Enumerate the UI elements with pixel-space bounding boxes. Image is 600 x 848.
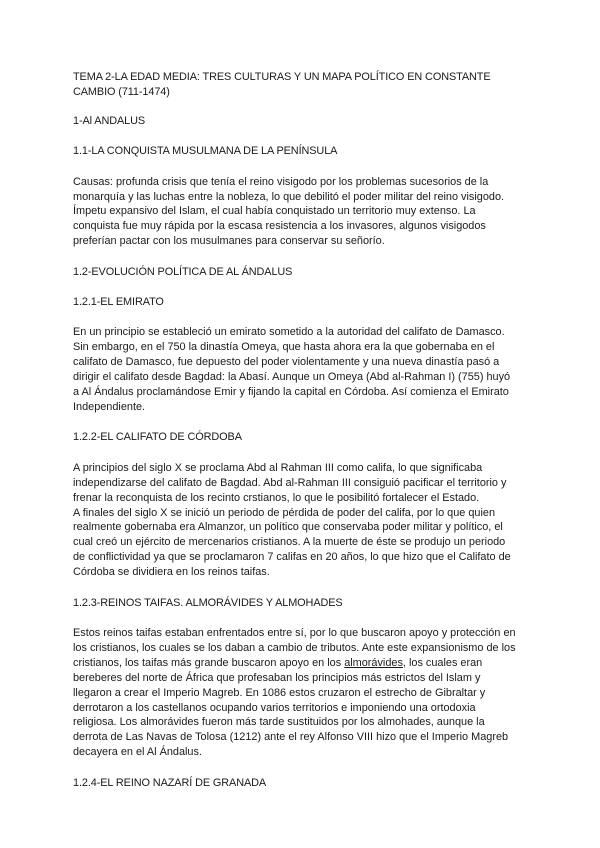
heading-conquista: 1.1-LA CONQUISTA MUSULMANA DE LA PENÍNSULA bbox=[73, 145, 338, 158]
underlined-term-almoravides: almorávides bbox=[344, 656, 403, 669]
text-line: dirigir el califato desde Bagdad: la Abasí. Aunque un Omeya (Abd al-Rahman I) (755) huyó bbox=[73, 371, 511, 384]
text-line: frenar la reconquista de los recinto crstianos, lo que le posibilitó fortalecer el Estado. bbox=[73, 491, 480, 504]
text-line: monarquía y las luchas entre la nobleza, lo que debilitó el poder militar del reino visigodo. bbox=[73, 190, 505, 203]
text-line: realmente gobernaba era Almanzor, un político que conservaba poder militar y político, el bbox=[73, 521, 503, 534]
heading-al-andalus: 1-Al ANDALUS bbox=[73, 114, 146, 127]
text-line: A principios del siglo X se proclama Abd al Rahman III como califa, lo que significaba bbox=[73, 461, 483, 474]
paragraph-causas bbox=[73, 175, 530, 250]
text-line: los cristianos, los cuales se los daban a cambio de tributos. Ante este expansionismo de los bbox=[73, 641, 516, 654]
text-line bbox=[73, 656, 530, 671]
text-line: a Al Ándalus proclamándose Emir y fijando la capital en Córdoba. Así comienza el Emirato bbox=[73, 386, 509, 399]
paragraph-taifas bbox=[73, 626, 530, 760]
text-line: Córdoba se dividiera en los reinos taifas. bbox=[73, 566, 270, 579]
heading-nazari: 1.2.4-EL REINO NAZARÍ DE GRANADA bbox=[73, 776, 267, 789]
text-line: En un principio se estableció un emirato sometido a la autoridad del califato de Damasco. bbox=[73, 326, 505, 339]
text-segment: , los cuales eran bbox=[402, 656, 483, 669]
text-line: derrotaron a los castellanos ocupando varios territorios e imponiendo una ortodoxia bbox=[73, 701, 476, 714]
text-line: de conflictividad ya que se proclamaron 7 califas en 20 años, lo que hizo que el Califato de bbox=[73, 551, 511, 564]
text-line: derrota de Las Navas de Tolosa (1212) ante el rey Alfonso VIII hizo que el Imperio Magreb bbox=[73, 731, 509, 744]
text-line: Independiente. bbox=[73, 401, 146, 413]
title-line-1: TEMA 2-LA EDAD MEDIA: TRES CULTURAS Y UN MAPA POLÍTICO EN CONSTANTE bbox=[73, 71, 491, 83]
text-line: Causas: profunda crisis que tenía el reino visigodo por los problemas sucesorios de la bbox=[73, 175, 489, 188]
text-line: Sin embargo, en el 750 la dinastía Omeya, que hasta ahora era la que gobernaba en el bbox=[73, 341, 495, 354]
heading-taifas: 1.2.3-REINOS TAIFAS. ALMORÁVIDES Y ALMOHADES bbox=[73, 596, 343, 609]
text-line: Estos reinos taifas estaban enfrentados entre sí, por lo que buscaron apoyo y protección en bbox=[73, 626, 516, 639]
text-line: conquista fue muy rápida por la escasa resistencia a los invasores, algunos visigodos bbox=[73, 220, 486, 233]
title-line-2: CAMBIO (711-1474) bbox=[73, 85, 170, 98]
text-line: llegaron a crear el Imperio Magreb. En 1086 estos cruzaron el estrecho de Gibraltar y bbox=[73, 686, 486, 699]
text-line: califato de Damasco, fue depuesto del poder violentamente y una nueva dinastía pasó a bbox=[73, 356, 500, 369]
text-line: cual creó un ejército de mercenarios cristianos. A la muerte de éste se produjo un periodo bbox=[73, 536, 506, 549]
paragraph-emirato bbox=[73, 325, 530, 414]
text-line: preferían pactar con los musulmanes para conservar su señorío. bbox=[73, 235, 385, 248]
document-title bbox=[73, 70, 530, 100]
text-segment: cristianos, los taifas más grande buscaron apoyo en los bbox=[73, 656, 345, 669]
heading-evolucion: 1.2-EVOLUCIÓN POLÍTICA DE AL ÁNDALUS bbox=[73, 265, 293, 278]
text-line: independizarse del califato de Bagdad. Abd al-Rahman III consiguió pacificar el territorio y bbox=[73, 476, 507, 489]
text-line: A finales del siglo X se inició un periodo de pérdida de poder del califa, por lo que quien bbox=[73, 506, 495, 519]
heading-emirato: 1.2.1-EL EMIRATO bbox=[73, 296, 164, 309]
text-line: decayera en el Al Ándalus. bbox=[73, 746, 202, 759]
text-line: bereberes del norte de África que profesaban los principios más estrictos del Islam y bbox=[73, 671, 481, 684]
paragraph-califato bbox=[73, 461, 530, 580]
heading-califato: 1.2.2-EL CALIFATO DE CÓRDOBA bbox=[73, 431, 242, 444]
text-line: Ímpetu expansivo del Islam, el cual había conquistado un territorio muy extenso. La bbox=[73, 205, 476, 218]
text-line: religiosa. Los almorávides fueron más tarde sustituidos por los almohades, aunque la bbox=[73, 716, 485, 729]
